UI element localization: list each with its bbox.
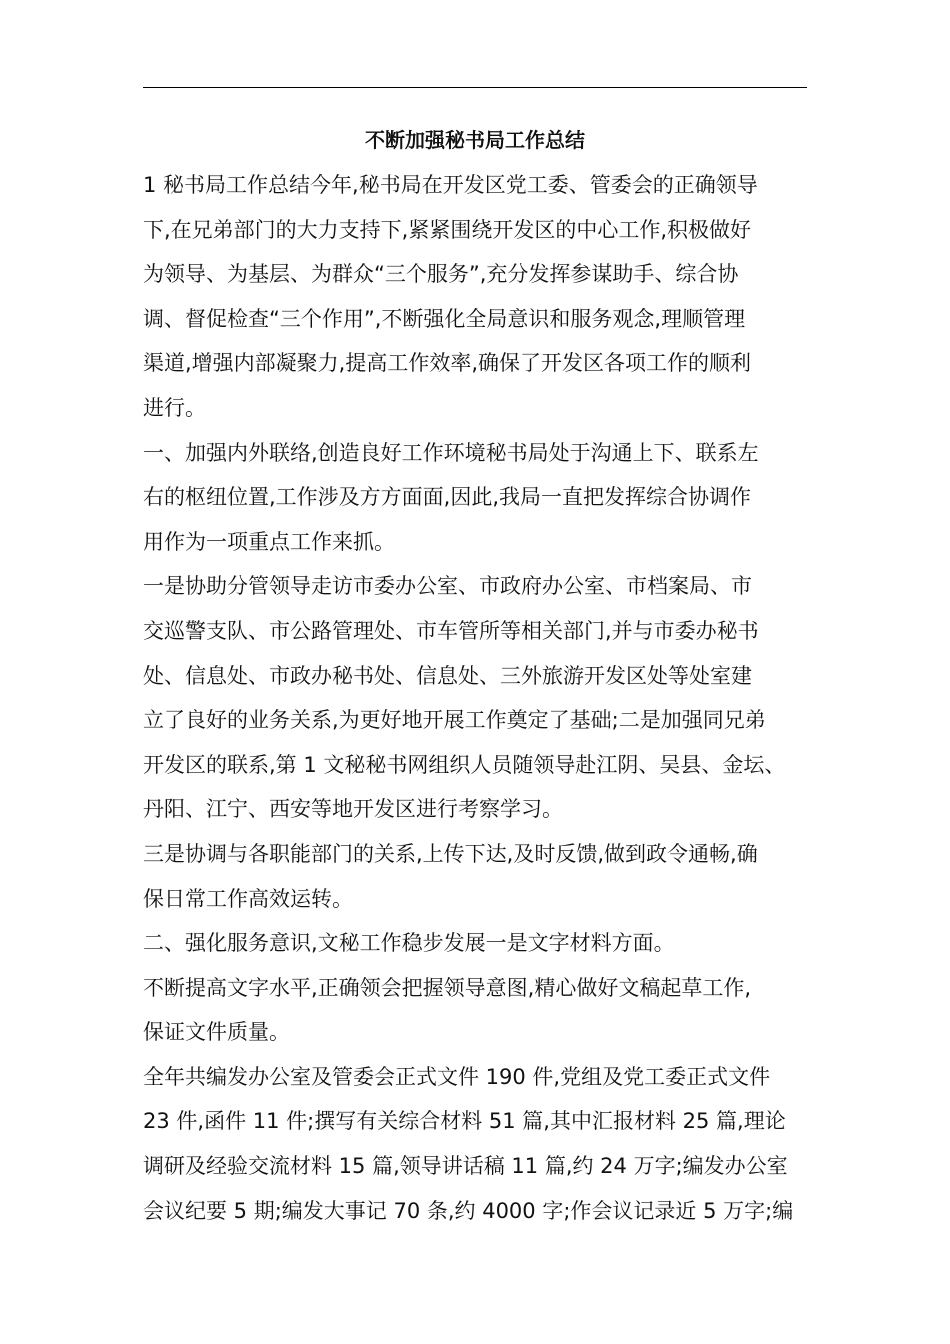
paragraph-line: 一是协助分管领导走访市委办公室、市政府办公室、市档案局、市 [143, 574, 752, 599]
paragraph-line: 会议纪要 5 期;编发大事记 70 条,约 4000 字;作会议记录近 5 万字;编 [143, 1198, 794, 1223]
paragraph-line: 右的枢纽位置,工作涉及方方面面,因此,我局一直把发挥综合协调作 [143, 485, 752, 510]
document-title: 不断加强秘书局工作总结 [365, 128, 585, 152]
paragraph-line: 不断提高文字水平,正确领会把握领导意图,精心做好文稿起草工作, [143, 975, 752, 1000]
body-paragraph [143, 163, 811, 431]
paragraph-line: 调、督促检查“三个作用”,不断强化全局意识和服务观念,理顺管理 [143, 306, 746, 331]
paragraph-line: 下,在兄弟部门的大力支持下,紧紧围绕开发区的中心工作,积极做好 [143, 217, 752, 242]
body-paragraph [143, 564, 811, 832]
paragraph-line: 二、强化服务意识,文秘工作稳步发展一是文字材料方面。 [143, 931, 675, 956]
body-paragraph [143, 1055, 811, 1233]
paragraph-line: 23 件,函件 11 件;撰写有关综合材料 51 篇,其中汇报材料 25 篇,理论 [143, 1109, 786, 1134]
document-body [143, 163, 811, 1233]
paragraph-line: 保证文件质量。 [143, 1020, 290, 1045]
body-paragraph [143, 431, 811, 565]
paragraph-line: 调研及经验交流材料 15 篇,领导讲话稿 11 篇,约 24 万字;编发办公室 [143, 1154, 788, 1179]
paragraph-line: 一、加强内外联络,创造良好工作环境秘书局处于沟通上下、联系左 [143, 440, 759, 465]
paragraph-line: 处、信息处、市政办秘书处、信息处、三外旅游开发区处等处室建 [143, 663, 752, 688]
paragraph-line: 立了良好的业务关系,为更好地开展工作奠定了基础;二是加强同兄弟 [143, 708, 766, 733]
paragraph-line: 三是协调与各职能部门的关系,上传下达,及时反馈,做到政令通畅,确 [143, 841, 758, 866]
paragraph-line: 保日常工作高效运转。 [143, 886, 353, 911]
paragraph-line: 交巡警支队、市公路管理处、市车管所等相关部门,并与市委办秘书 [143, 618, 759, 643]
paragraph-line: 全年共编发办公室及管委会正式文件 190 件,党组及党工委正式文件 [143, 1064, 771, 1089]
body-paragraph [143, 921, 811, 966]
body-paragraph [143, 832, 811, 921]
header-rule [143, 87, 807, 88]
paragraph-line: 渠道,增强内部凝聚力,提高工作效率,确保了开发区各项工作的顺利 [143, 351, 752, 376]
paragraph-line: 1 秘书局工作总结今年,秘书局在开发区党工委、管委会的正确领导 [143, 173, 758, 197]
body-paragraph [143, 966, 811, 1055]
paragraph-line: 用作为一项重点工作来抓。 [143, 529, 395, 554]
paragraph-line: 为领导、为基层、为群众“三个服务”,充分发挥参谋助手、综合协 [143, 262, 739, 287]
paragraph-line: 开发区的联系,第 1 文秘秘书网组织人员随领导赴江阴、吴县、金坛、 [143, 752, 786, 777]
paragraph-line: 进行。 [143, 395, 206, 420]
paragraph-line: 丹阳、江宁、西安等地开发区进行考察学习。 [143, 797, 563, 822]
